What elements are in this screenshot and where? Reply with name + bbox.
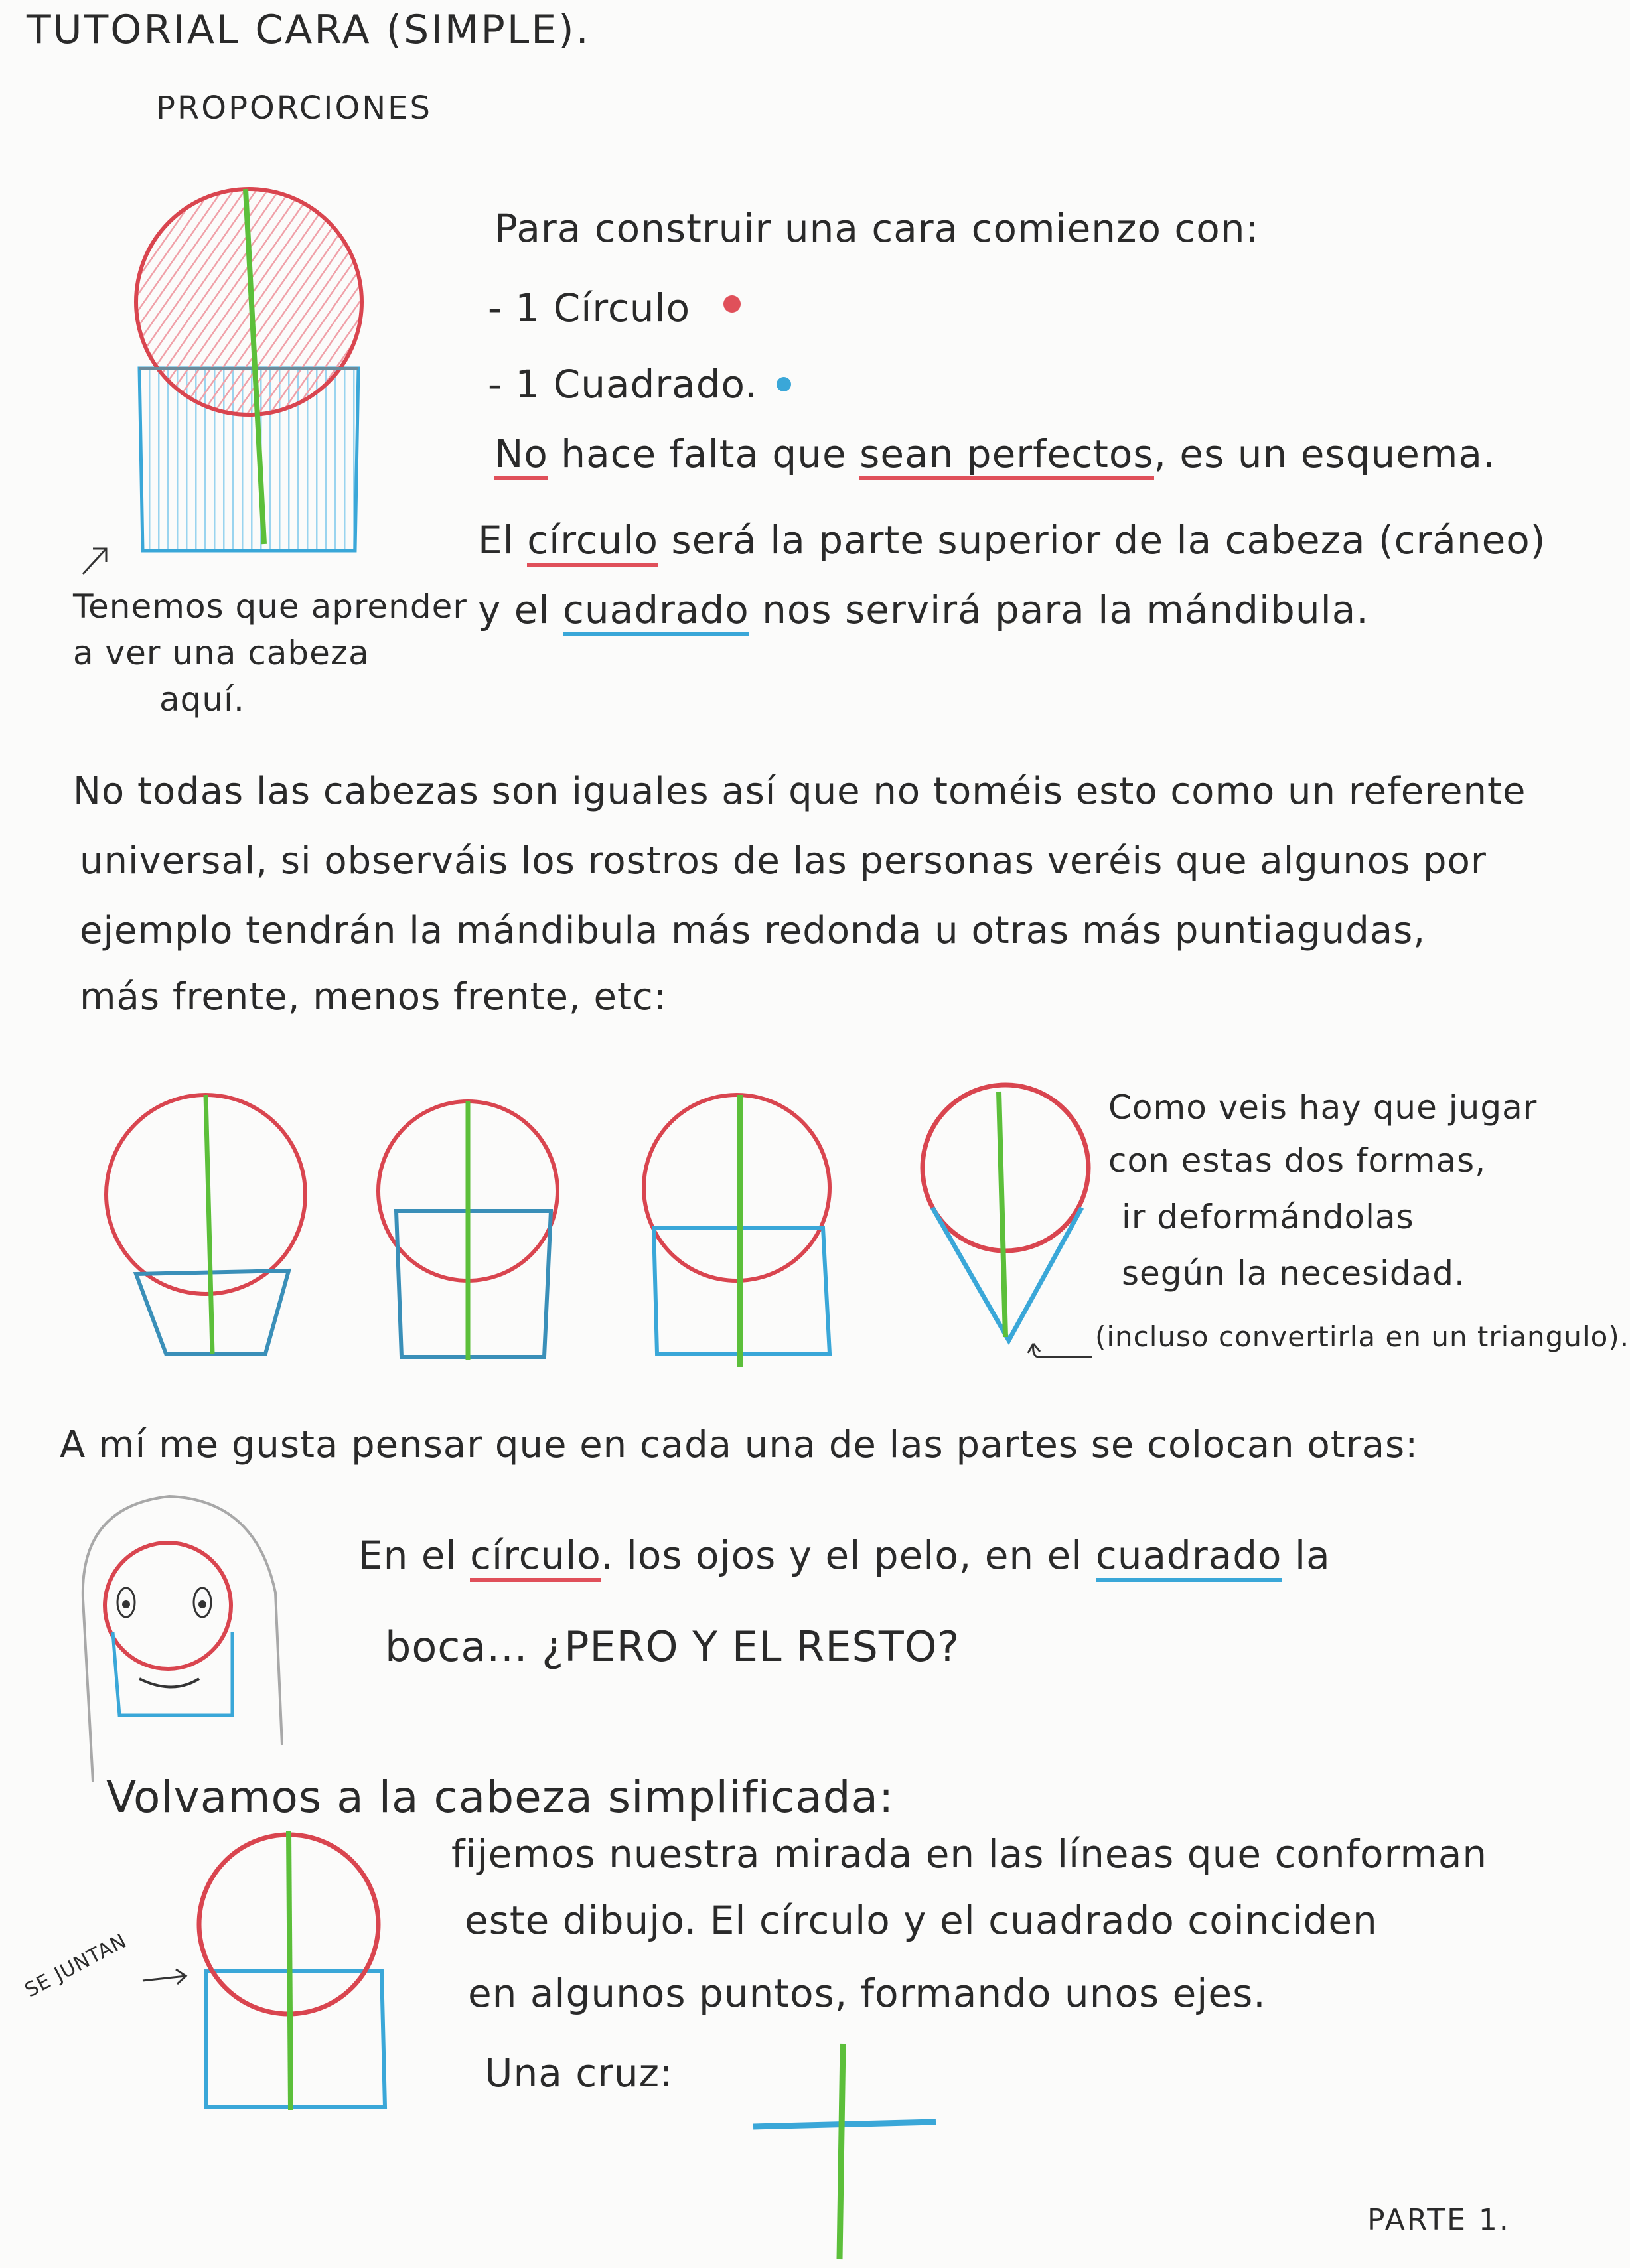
underlined-sean-perfectos: sean perfectos [859,431,1153,480]
intro-line-6 [478,587,1369,632]
variants-note-line2: con estas dos formas, [1108,1141,1487,1180]
intro-line-6-end: nos servirá para la mándibula. [749,587,1369,632]
head-variant-long-jaw [634,1088,846,1380]
variants-note-line1: Como veis hay que jugar [1108,1088,1538,1127]
head-variant-square-jaw [368,1092,581,1370]
parts-line-1 [358,1533,1331,1578]
arrow-icon-triangle [1025,1330,1098,1370]
parts-line-2: boca... ¿PERO Y EL RESTO? [385,1622,960,1671]
intro-line-5 [478,518,1546,563]
arrow-icon-se-juntan [139,1964,192,1991]
head-diagram-simplified [186,1828,398,2113]
intro-line-4-end: , es un esquema. [1153,431,1496,476]
head-diagram-circle-square [93,179,411,564]
simplified-heading: Volvamos a la cabeza simplificada: [106,1772,895,1823]
intro-line-5-start: El [478,518,528,563]
head-sketch-with-face [56,1480,295,1785]
intro-item-square: - 1 Cuadrado. [488,362,758,407]
simplified-line-3: en algunos puntos, formando unos ejes. [468,1971,1266,2016]
parts-heading: A mí me gusta pensar que en cada una de las partes se colocan otras: [60,1423,1419,1466]
side-note-line1: Tenemos que aprender [73,587,467,626]
side-label-se-juntan: SE JUNTAN [21,1929,131,2003]
intro-item-circle: - 1 Círculo [488,285,691,330]
page-title: TUTORIAL CARA (SIMPLE). [27,7,591,53]
blue-dot-icon [777,377,791,391]
side-note-line3: aquí. [159,680,245,719]
section-title-proportions: PROPORCIONES [156,90,432,127]
cross-axes-drawing [750,2037,949,2263]
parts-line-1-a: En el [358,1533,471,1578]
underlined-no: No [494,431,548,480]
variants-note-line3: ir deformándolas [1122,1198,1414,1236]
variants-note-line4: según la necesidad. [1122,1254,1465,1293]
side-note-line2: a ver una cabeza [73,634,370,672]
head-variant-wide-jaw [86,1082,325,1367]
paragraph-line-4: más frente, menos frente, etc: [80,975,667,1019]
red-dot-icon [723,295,741,313]
paragraph-line-2: universal, si observáis los rostros de las personas veréis que algunos por [80,839,1487,883]
head-variant-triangle-jaw [913,1075,1112,1354]
simplified-line-2: este dibujo. El círculo y el cuadrado coinciden [465,1898,1378,1943]
intro-line-4-mid: hace falta que [548,431,860,476]
simplified-line-1: fijemos nuestra mirada en las líneas que conforman [451,1831,1488,1877]
underlined-circulo-2: círculo [470,1533,601,1582]
arrow-icon [76,541,116,581]
paragraph-line-1: No todas las cabezas son iguales así que no toméis esto como un referente [73,770,1526,813]
paragraph-line-3: ejemplo tendrán la mándibula más redonda u otras más puntiagudas, [80,909,1426,952]
intro-line-5-end: será la parte superior de la cabeza (cráneo) [658,518,1546,563]
intro-line-1: Para construir una cara comienzo con: [494,206,1260,251]
underlined-cuadrado: cuadrado [563,587,749,636]
page-label: PARTE 1. [1367,2203,1511,2237]
parts-line-1-e: la [1282,1533,1331,1578]
simplified-line-4: Una cruz: [484,2050,674,2095]
intro-line-6-start: y el [478,587,563,632]
intro-line-4 [494,431,1495,476]
underlined-circulo: círculo [527,518,658,567]
parts-line-1-c: . los ojos y el pelo, en el [600,1533,1096,1578]
underlined-cuadrado-2: cuadrado [1096,1533,1282,1582]
variants-note-line5: (incluso convertirla en un triangulo). [1095,1320,1630,1353]
